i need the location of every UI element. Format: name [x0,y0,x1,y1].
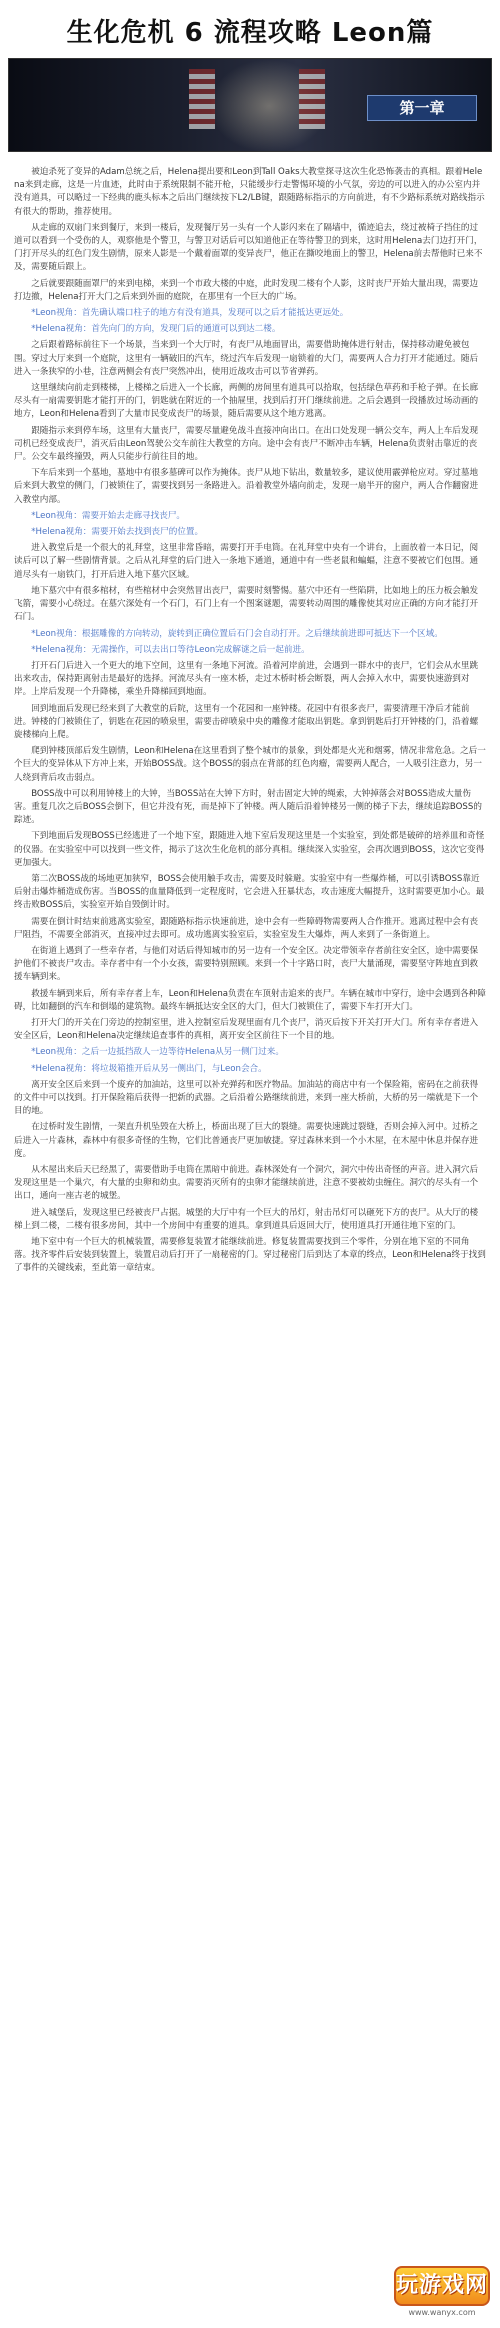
chapter-label: 第一章 [367,95,477,121]
body-paragraph: 这里继续向前走到楼梯，上楼梯之后进入一个长廊，两侧的房间里有道具可以拾取，包括绿色草药和手枪子弹。在长廊尽头有一扇需要钥匙才能打开的门，钥匙就在附近的一个抽屉里，找到后打开门继续前进。之后会遇到一段播放过场动画的地方，Leon和Helena看到了大量市民变成丧尸的场景，随后需要从这个地方逃离。 [14,383,479,420]
body-paragraph: 离开安全区后来到一个废弃的加油站，这里可以补充弹药和医疗物品。加油站的商店中有一个保险箱，密码在之前获得的文件中可以找到。打开保险箱后获得一把新的武器。之后沿着公路继续前进，来到一座大桥前，大桥的另一端就是下一个目的地。 [14,1079,479,1117]
body-paragraph: 地下室中有一个巨大的机械装置，需要修复装置才能继续前进。修复装置需要找到三个零件，分别在地下室的不同角落。找齐零件后安装到装置上，装置启动后打开了一扇秘密的门。穿过秘密门后到达了本章的终点，Leon和Helena终于找到了事件的关键线索，至此第一章结束。 [14,1237,486,1274]
body-paragraph: 从木屋出来后天已经黑了，需要借助手电筒在黑暗中前进。森林深处有一个洞穴，洞穴中传出奇怪的声音。进入洞穴后发现这里是一个巢穴，有大量的虫卵和幼虫。需要消灭所有的虫卵才能继续前进，注意不要被幼虫缠住。洞穴的尽头有一个出口，通向一座古老的城堡。 [14,1165,479,1202]
body-paragraph: 救援车辆到来后，所有幸存者上车，Leon和Helena负责在车顶射击追来的丧尸。车辆在城市中穿行，途中会遇到各种障碍，比如翻倒的汽车和倒塌的建筑物。最终车辆抵达安全区的大门，但大门被锁住了，需要下车打开大门。 [14,988,486,1012]
body-paragraph: 打开大门的开关在门旁边的控制室里，进入控制室后发现里面有几个丧尸，消灭后按下开关打开大门。所有幸存者进入安全区后，Leon和Helena决定继续追查事件的真相，离开安全区前往下一个目的地。 [14,1017,479,1042]
perspective-note: *Helena视角：将垃圾箱推开后从另一侧出门，与Leon会合。 [31,1063,267,1074]
body-paragraph: 进入教堂后是一个很大的礼拜堂，这里非常昏暗，需要打开手电筒。在礼拜堂中央有一个讲台，上面放着一本日记，阅读后可以了解一些剧情背景。之后从礼拜堂的后门进入一条地下通道，通道中有一些老鼠和蝙蝠，注意不要被它们包围。通道尽头有一扇铁门，打开后进入地下墓穴区域。 [14,543,479,580]
body-paragraph: 跟随指示来到停车场，这里有大量丧尸，需要尽量避免战斗直接冲向出口。在出口处发现一辆公交车，两人上车后发现司机已经变成丧尸，消灭后由Leon驾驶公交车前往大教堂的方向。途中会有丧尸不断冲击车辆，Helena负责射击靠近的丧尸。公交车最终撞毁，两人只能步行前往目的地。 [14,425,479,463]
body-paragraph: BOSS战中可以利用钟楼上的大钟，当BOSS站在大钟下方时，射击固定大钟的绳索，大钟掉落会对BOSS造成大量伤害。重复几次之后BOSS会倒下，但它并没有死，而是掉下了钟楼。两人随后沿着钟楼另一侧的梯子下去，继续追踪BOSS的踪迹。 [14,788,482,826]
perspective-note: *Helena视角：无需操作，可以去出口等待Leon完成解谜之后一起前进。 [31,644,310,655]
body-paragraph: 回到地面后发现已经来到了大教堂的后院，这里有一个花园和一座钟楼。花园中有很多丧尸，需要清理干净后才能前进。钟楼的门被锁住了，钥匙在花园的喷泉里，需要击碎喷泉中央的雕像才能取出钥匙。拿到钥匙后打开钟楼的门，沿着螺旋楼梯向上爬。 [14,703,479,740]
site-url: www.wanyx.com [408,2308,476,2317]
body-paragraph: 在街道上遇到了一些幸存者，与他们对话后得知城市的另一边有一个安全区。决定带领幸存者前往安全区，途中需要保护他们不被丧尸攻击。幸存者中有一个小女孩，需要特别照顾。来到一个十字路口时，丧尸大量涌现，需要坚守阵地直到救援车辆到来。 [14,945,479,983]
body-paragraph: 下到地面后发现BOSS已经逃进了一个地下室，跟随进入地下室后发现这里是一个实验室，到处都是破碎的培养皿和奇怪的仪器。在实验室中可以找到一些文件，揭示了这次生化危机的部分真相。继续深入实验室，会再次遇到BOSS，这次它变得更加强大。 [14,831,485,868]
page-title: 生化危机 6 流程攻略 Leon篇 [66,18,434,48]
body-paragraph: 被迫杀死了变异的Adam总统之后，Helena提出要和Leon到Tall Oaks大教堂探寻这次生化恐怖袭击的真相。跟着Helena来到走廊，这是一片血迹，此时由于系统限制不能开枪，只能缓步行走警惕环境的小气氛，旁边的可以进入的办公室内并没有道具，可以略过一下经典的鹿头标本之后出门继续按下L2/LB键，跟随路标指示的方向前进，有不少路标系统对路线指示有很大的帮助，推荐使用。 [14,167,485,217]
body-paragraph: 爬到钟楼顶部后发生剧情，Leon和Helena在这里看到了整个城市的景象，到处都是火光和烟雾，情况非常危急。之后一个巨大的变异体从下方冲上来，开始BOSS战。这个BOSS的弱点在背部的红色肉瘤，需要两人配合，一人吸引注意力，另一人绕到背后攻击弱点。 [14,746,486,783]
body-paragraph: 第二次BOSS战的场地更加狭窄，BOSS会使用触手攻击，需要及时躲避。实验室中有一些爆炸桶，可以引诱BOSS靠近后射击爆炸桶造成伤害。当BOSS的血量降低到一定程度时，它会进入狂暴状态，攻击速度大幅提升，这时需要更加小心。最终击败BOSS后，实验室开始自毁倒计时。 [14,873,485,911]
perspective-note: *Leon视角：需要开始去走廊寻找丧尸。 [31,510,186,521]
body-paragraph: 下车后来到一个墓地，墓地中有很多墓碑可以作为掩体。丧尸从地下钻出，数量较多，建议使用霰弹枪应对。穿过墓地后来到大教堂的侧门，门被锁住了，需要找到另一条路进入。沿着教堂外墙向前走，发现一扇半开的窗户，两人合作翻窗进入教堂内部。 [14,468,479,505]
flag-decoration [299,69,325,129]
perspective-note: *Leon视角：之后一边抵挡敌人一边等待Helena从另一侧门过来。 [31,1047,284,1058]
body-paragraph: 需要在倒计时结束前逃离实验室，跟随路标指示快速前进，途中会有一些障碍物需要两人合作推开。逃离过程中会有丧尸阻挡，不需要全部消灭，直接冲过去即可。成功逃离实验室后，实验室发生大爆炸，两人来到了一条街道上。 [14,916,479,940]
body-paragraph: 从走廊的双扇门来到餐厅，来到一楼后，发现餐厅另一头有一个人影闪来在了隔墙中，循迹追去，绕过被椅子挡住的过道可以看到一个受伤的人，观察他是个警卫，与警卫对话后可以知道他正在等待警卫的到来，这时用Helena去门边打开门，门打开尽头的红色门发生剧情，原来人影是一个戴着面罩的变异丧尸，他正在撕咬地面上的警卫，Helena前去帮他时已来不及，需要随后跟上。 [14,222,483,273]
site-logo: 玩游戏网 [394,2266,490,2306]
body-paragraph: 在过桥时发生剧情，一架直升机坠毁在大桥上，桥面出现了巨大的裂缝。需要快速跳过裂缝，否则会掉入河中。过桥之后进入一片森林，森林中有很多奇怪的生物，它们比普通丧尸更加敏捷。穿过森林来到一个小木屋，在木屋中休息并保存进度。 [14,1122,479,1159]
body-paragraph: 打开石门后进入一个更大的地下空间，这里有一条地下河流。沿着河岸前进，会遇到一群水中的丧尸，它们会从水里跳出来攻击，保持距离射击是最好的选择。河流尽头有一座木桥，走过木桥时桥会断裂，两人会掉入水中，需要快速游到对岸。上岸后发现一个升降梯，乘坐升降梯回到地面。 [14,660,479,698]
body-paragraph: 之后跟着路标前往下一个场景，当来到一个大厅时，有丧尸从地面冒出，需要借助掩体进行射击，保持移动避免被包围。穿过大厅来到一个庭院，这里有一辆破旧的汽车，绕过汽车后发现一扇锁着的大门，需要两人合力打开才能通过。随后进入一条狭窄的小巷，注意两侧会有丧尸突然冲出，使用近战攻击可以节省弹药。 [14,340,479,377]
site-watermark [394,2266,490,2320]
body-paragraph: 之后就要跟随面罩尸的来到电梯，来到一个市政大楼的中庭，此时发现二楼有个人影，这时丧尸开始大量出现，需要边打边撤，Helena打开大门之后来到外面的庭院，在那里有一个巨大的广场。 [14,278,479,302]
perspective-note: *Leon视角：根据雕像的方向转动，旋转到正确位置后石门会自动打开。之后继续前进即可抵达下一个区域。 [31,628,443,639]
perspective-note: *Helena视角：首先向门的方向，发现门后的通道可以到达二楼。 [31,324,281,335]
article-body [14,166,486,1279]
body-paragraph: 进入城堡后，发现这里已经被丧尸占据。城堡的大厅中有一个巨大的吊灯，射击吊灯可以砸死下方的丧尸。从大厅的楼梯上到二楼，二楼有很多房间，其中一个房间中有重要的道具。拿到道具后返回大厅，使用道具打开通往地下室的门。 [14,1207,479,1231]
perspective-note: *Helena视角：需要开始去找到丧尸的位置。 [31,527,204,538]
chapter-banner-image [8,58,492,152]
perspective-note: *Leon视角：首先确认端口柱子的地方有没有道具，发现可以之后才能抵达更远处。 [31,308,349,319]
body-paragraph: 地下墓穴中有很多棺材，有些棺材中会突然冒出丧尸，需要时刻警惕。墓穴中还有一些陷阱，比如地上的压力板会触发飞箭，需要小心绕过。在墓穴深处有一个石门，石门上有一个图案谜题，需要转动周围的雕像使其对应正确的方向才能打开石门。 [14,585,479,623]
